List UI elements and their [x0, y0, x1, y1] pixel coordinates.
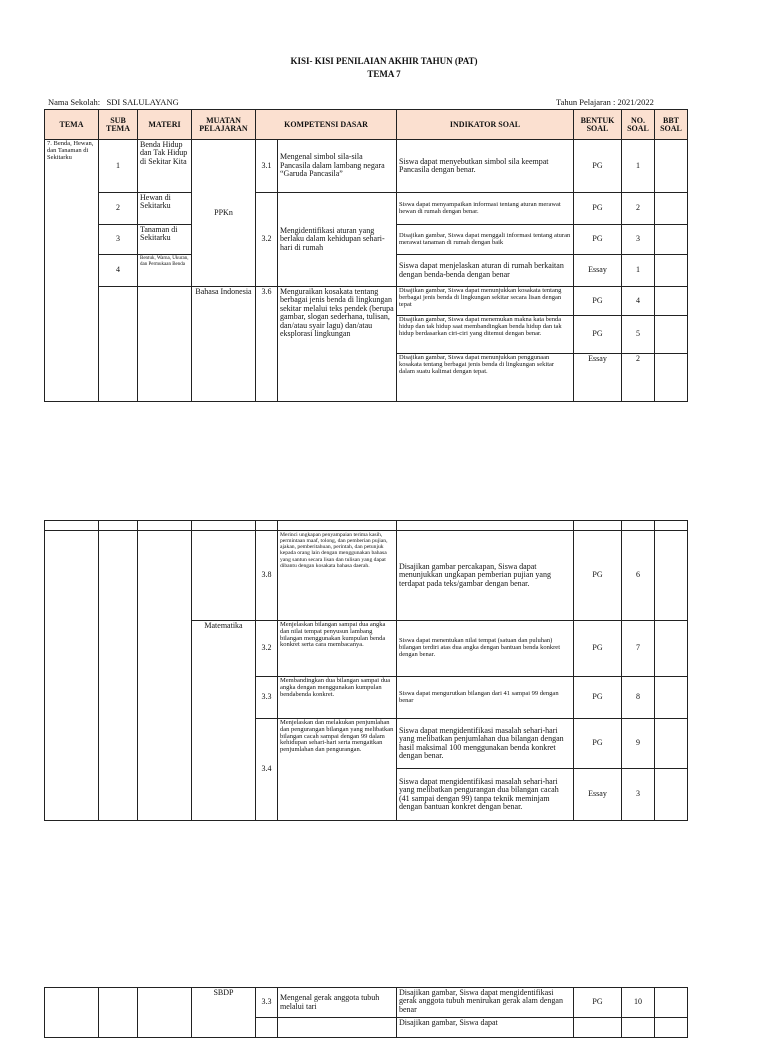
bentuk-cell: PG: [574, 988, 622, 1018]
tema-cell: [45, 531, 99, 821]
bbt-cell: [655, 225, 688, 255]
kd-cell: Mengenal gerak anggota tubuh melalui tari: [278, 988, 397, 1018]
bentuk-cell: Essay: [574, 354, 622, 402]
kd-number: 3.2: [256, 621, 278, 677]
muatan-sbdp: SBDP: [192, 988, 256, 1038]
table-row: [45, 140, 688, 193]
table-row: [45, 287, 688, 316]
bbt-cell: [655, 769, 688, 821]
doc-title: KISI- KISI PENILAIAN AKHIR TAHUN (PAT): [290, 56, 478, 66]
header-muatan: MUATAN PELAJARAN: [192, 110, 256, 140]
blank-cell: [99, 521, 138, 531]
bbt-cell: [655, 621, 688, 677]
no-cell: 10: [622, 988, 655, 1018]
kisi-table-page1: [44, 109, 688, 402]
bentuk-cell: PG: [574, 193, 622, 225]
bbt-cell: [655, 316, 688, 354]
materi-cell: [138, 988, 192, 1038]
indikator-cell: Siswa dapat menyebutkan simbol sila keempat Pancasila dengan benar.: [397, 140, 574, 193]
muatan-matematika: Matematika: [192, 621, 256, 821]
kd-number: 3.8: [256, 531, 278, 621]
bentuk-cell: PG: [574, 287, 622, 316]
bentuk-cell: Essay: [574, 769, 622, 821]
muatan-cell: [192, 531, 256, 621]
kd-cell: [278, 1018, 397, 1038]
bentuk-cell: PG: [574, 621, 622, 677]
kd-cell: Menguraikan kosakata tentang berbagai jenis benda di lingkungan sekitar melalui teks pendek (berupa gambar, slogan sederhana, tulisan, dan/atau syair lagu) dan/atau eksplorasi lingkungan: [278, 287, 397, 402]
bentuk-cell: PG: [574, 677, 622, 719]
header-kd: KOMPETENSI DASAR: [256, 110, 397, 140]
subtema-cell: [99, 988, 138, 1038]
header-subtema: SUB TEMA: [99, 110, 138, 140]
header-materi: MATERI: [138, 110, 192, 140]
no-cell: 9: [622, 719, 655, 769]
indikator-cell: Siswa dapat menjelaskan aturan di rumah berkaitan dengan benda-benda dengan benar: [397, 255, 574, 287]
school-info: [48, 97, 179, 107]
bbt-cell: [655, 287, 688, 316]
kd-number: 3.4: [256, 719, 278, 821]
school-name: SDI SALULAYANG: [106, 97, 179, 107]
materi-cell: Hewan di Sekitarku: [138, 193, 192, 225]
subtema-cell: 2: [99, 193, 138, 225]
tema-cell: 7. Benda, Hewan, dan Tanaman di Sekitarku: [45, 140, 99, 402]
bentuk-cell: PG: [574, 531, 622, 621]
blank-cell: [138, 521, 192, 531]
indikator-cell: Siswa dapat menentukan nilai tempat (satuan dan puluhan) bilangan terdiri atas dua angka dengan bantuan benda konkret dengan benar.: [397, 621, 574, 677]
bentuk-cell: PG: [574, 140, 622, 193]
bbt-cell: [655, 531, 688, 621]
kd-cell: Mengidentifikasi aturan yang berlaku dalam kehidupan sehari-hari di rumah: [278, 193, 397, 287]
indikator-cell: Siswa dapat mengurutkan bilangan dari 41 sampai 99 dengan benar: [397, 677, 574, 719]
bbt-cell: [655, 140, 688, 193]
bentuk-cell: PG: [574, 316, 622, 354]
blank-cell: [397, 521, 574, 531]
table-header-row: [45, 521, 688, 531]
bbt-cell: [655, 255, 688, 287]
materi-cell: [138, 531, 192, 821]
blank-cell: [192, 521, 256, 531]
indikator-cell: Disajikan gambar percakapan, Siswa dapat menunjukkan ungkapan pemberian pujian yang terdapat pada teks/gambar dengan benar.: [397, 531, 574, 621]
kisi-table-page3: [44, 987, 688, 1038]
muatan-bindo: Bahasa Indonesia: [192, 287, 256, 402]
kd-number: 3.1: [256, 140, 278, 193]
blank-cell: [655, 521, 688, 531]
indikator-cell: Disajikan gambar, Siswa dapat menggali informasi tentang aturan merawat tanaman di rumah dengan baik: [397, 225, 574, 255]
header-tema: TEMA: [45, 110, 99, 140]
bbt-cell: [655, 719, 688, 769]
bentuk-cell: Essay: [574, 255, 622, 287]
blank-cell: [45, 521, 99, 531]
bentuk-cell: PG: [574, 719, 622, 769]
table-row: [45, 988, 688, 1018]
school-year: Tahun Pelajaran : 2021/2022: [556, 97, 654, 107]
no-cell: 3: [622, 225, 655, 255]
kd-number: 3.2: [256, 193, 278, 287]
subtema-cell: [99, 287, 138, 402]
bentuk-cell: [574, 1018, 622, 1038]
no-cell: 1: [622, 255, 655, 287]
kd-number: 3.3: [256, 677, 278, 719]
no-cell: 7: [622, 621, 655, 677]
materi-cell: [138, 287, 192, 402]
blank-cell: [622, 521, 655, 531]
no-cell: 5: [622, 316, 655, 354]
no-cell: 1: [622, 140, 655, 193]
indikator-cell: Disajikan gambar, Siswa dapat: [397, 1018, 574, 1038]
no-cell: 3: [622, 769, 655, 821]
indikator-cell: Siswa dapat mengidentifikasi masalah sehari-hari yang melibatkan penjumlahan dua bilangan dengan hasil maksimal 100 menggunakan benda konkret dengan benar.: [397, 719, 574, 769]
indikator-cell: Siswa dapat mengidentifikasi masalah sehari-hari yang melibatkan pengurangan dua bilangan cacah (41 sampai dengan 99) tanpa teknik meminjam dengan bantuan konkret dengan benar.: [397, 769, 574, 821]
muatan-ppkn: PPKn: [192, 140, 256, 287]
blank-cell: [256, 521, 278, 531]
kd-number: [256, 1018, 278, 1038]
kisi-table-page2: [44, 520, 688, 821]
doc-subtitle: TEMA 7: [367, 69, 401, 79]
no-cell: 2: [622, 193, 655, 225]
table-row: [45, 531, 688, 621]
school-label: Nama Sekolah:: [48, 97, 101, 107]
bbt-cell: [655, 193, 688, 225]
no-cell: 4: [622, 287, 655, 316]
bbt-cell: [655, 677, 688, 719]
materi-cell: Tanaman di Sekitarku: [138, 225, 192, 255]
no-cell: [622, 1018, 655, 1038]
header-indikator: INDIKATOR SOAL: [397, 110, 574, 140]
kd-number: 3.3: [256, 988, 278, 1018]
blank-cell: [278, 521, 397, 531]
blank-cell: [574, 521, 622, 531]
bbt-cell: [655, 988, 688, 1018]
subtema-cell: [99, 531, 138, 821]
header-no: NO. SOAL: [622, 110, 655, 140]
no-cell: 2: [622, 354, 655, 402]
kd-cell: Mengenal simbol sila-sila Pancasila dalam lambang negara “Garuda Pancasila”: [278, 140, 397, 193]
kd-cell: Merinci ungkapan penyampaian terima kasih, permintaan maaf, tolong, dan pemberian pujian, ajakan, pemberitahuan, perintah, dan petunjuk kepada orang lain dengan menggunakan bahasa yang santun secara lisan dan tulisan yang dapat dibantu dengan kosakata bahasa daerah.: [278, 531, 397, 621]
materi-cell: Bentuk, Warna, Ukuran, dan Permukaan Benda: [138, 255, 192, 287]
materi-cell: Benda Hidup dan Tak Hidup di Sekitar Kita: [138, 140, 192, 193]
bbt-cell: [655, 1018, 688, 1038]
indikator-cell: Disajikan gambar, Siswa dapat menunjukkan penggunaan kosakata tentang berbagai jenis benda di lingkungan sekitar dalam suatu kalimat dengan tepat.: [397, 354, 574, 402]
table-row: [45, 193, 688, 225]
indikator-cell: Siswa dapat menyampaikan informasi tentang aturan merawat hewan di rumah dengan benar.: [397, 193, 574, 225]
tema-cell: [45, 988, 99, 1038]
header-bbt: BBT SOAL: [655, 110, 688, 140]
table-header-row: [45, 110, 688, 140]
bentuk-cell: PG: [574, 225, 622, 255]
header-bentuk: BENTUK SOAL: [574, 110, 622, 140]
no-cell: 8: [622, 677, 655, 719]
indikator-cell: Disajikan gambar, Siswa dapat mengidentifikasi gerak anggota tubuh menirukan gerak alam dengan benar: [397, 988, 574, 1018]
no-cell: 6: [622, 531, 655, 621]
kd-number: 3.6: [256, 287, 278, 402]
subtema-cell: 4: [99, 255, 138, 287]
indikator-cell: Disajikan gambar, Siswa dapat menemukan makna kata benda hidup dan tak hidup saat membandingkan benda hidup dan tak hidup berdasarkan ciri-ciri yang ditemui dengan benar.: [397, 316, 574, 354]
subtema-cell: 3: [99, 225, 138, 255]
indikator-cell: Disajikan gambar, Siswa dapat menunjukkan kosakata tentang berbagai jenis benda di lingkungan sekitar secara lisan dengan tepat: [397, 287, 574, 316]
kd-cell: Membandingkan dua bilangan sampai dua angka dengan menggunakan kumpulan bendabenda konkret.: [278, 677, 397, 719]
kd-cell: Menjelaskan bilangan sampai dua angka dan nilai tempat penyusun lambang bilangan menggunakan kumpulan benda konkret serta cara membacanya.: [278, 621, 397, 677]
kd-cell: Menjelaskan dan melakukan penjumlahan dan pengurangan bilangan yang melibatkan bilangan cacah sampai dengan 99 dalam kehidupan sehari-hari serta mengaitkan penjumlahan dan pengurangan.: [278, 719, 397, 821]
bbt-cell: [655, 354, 688, 402]
subtema-cell: 1: [99, 140, 138, 193]
